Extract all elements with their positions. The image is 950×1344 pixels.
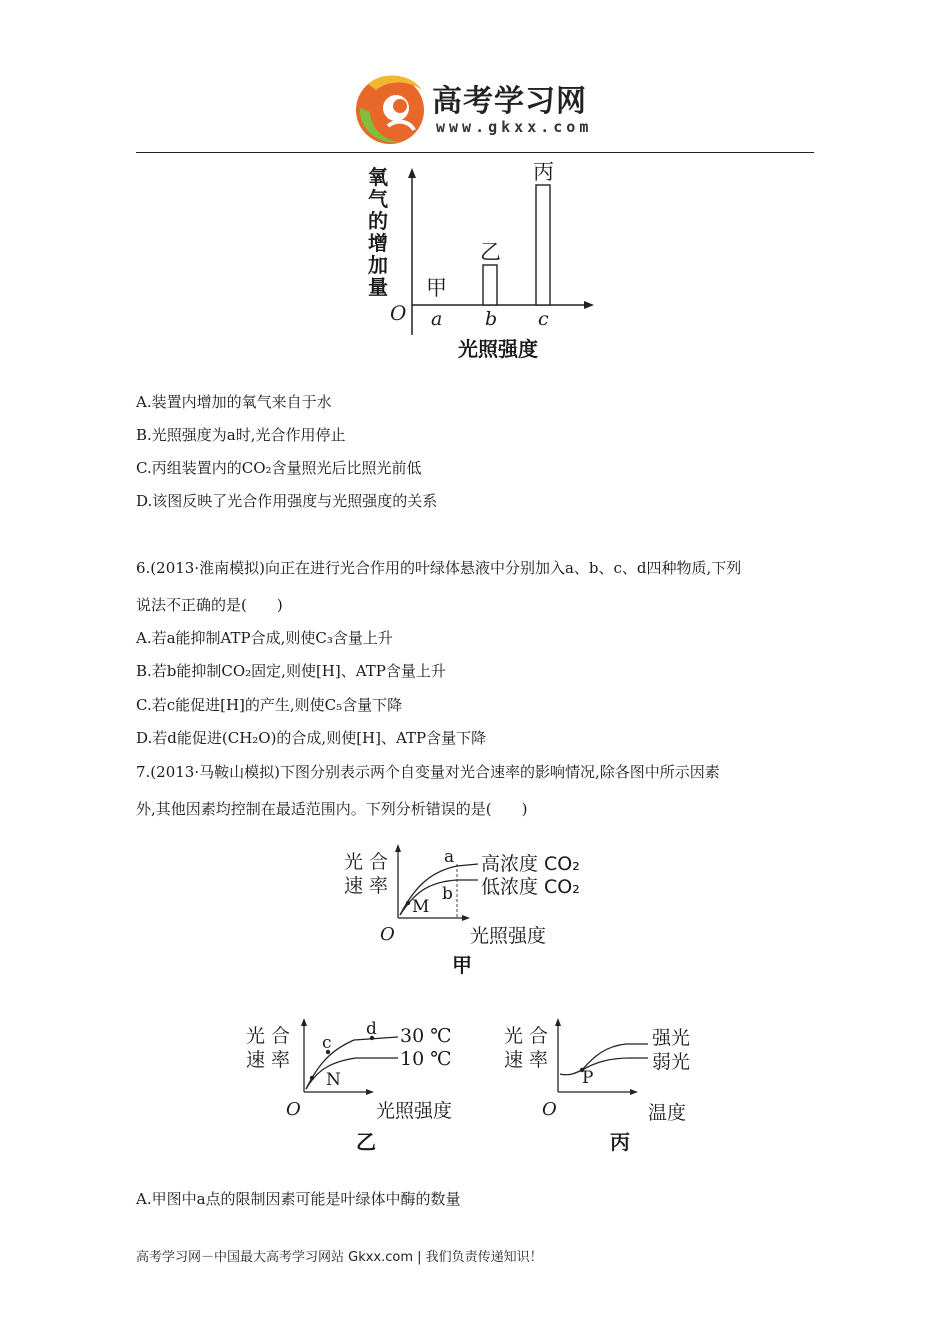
x-axis-label: 光照强度	[458, 337, 538, 361]
bing-origin: O	[542, 1099, 557, 1120]
q6-stem-line2: 说法不正确的是( )	[136, 596, 283, 614]
site-logo	[348, 68, 618, 148]
q6-stem-line1: 6.(2013·淮南模拟)向正在进行光合作用的叶绿体悬液中分别加入a、b、c、d四种物质,下列	[136, 559, 742, 577]
jia-ylabel-1: 光 合	[344, 851, 389, 873]
bar-name-c: 丙	[533, 160, 554, 184]
jia-point-m: M	[412, 897, 430, 917]
bing-point-p: P	[582, 1068, 594, 1088]
q7-stem-line2: 外,其他因素均控制在最适范围内。下列分析错误的是( )	[136, 800, 528, 818]
x-axis-arrow-icon	[584, 301, 594, 309]
q5-option-c: C.丙组装置内的CO₂含量照光后比照光前低	[136, 459, 422, 477]
yi-series-30: 30 ℃	[400, 1025, 452, 1047]
bing-curve-strong	[560, 1044, 648, 1075]
yi-ylabel-1: 光 合	[246, 1025, 291, 1047]
bing-x-arrow-icon	[630, 1089, 638, 1095]
bar-b	[483, 265, 497, 305]
jia-y-arrow-icon	[395, 844, 401, 852]
jia-series-low: 低浓度 CO₂	[481, 876, 580, 898]
bing-y-arrow-icon	[555, 1018, 561, 1026]
bing-series-strong: 强光	[652, 1027, 691, 1049]
bing-xlabel: 温度	[648, 1102, 687, 1124]
q5-option-a: A.装置内增加的氧气来自于水	[136, 393, 332, 411]
yi-origin: O	[286, 1099, 301, 1120]
yi-curve-10	[306, 1058, 398, 1089]
jia-xlabel: 光照强度	[470, 925, 547, 947]
y-axis-label: 氧气的增加量	[368, 165, 388, 299]
yi-ylabel-2: 速 率	[246, 1049, 291, 1071]
yi-curve-30	[306, 1037, 398, 1089]
q6-option-c: C.若c能促进[H]的产生,则使C₅含量下降	[136, 696, 403, 714]
figure-jia-chart	[338, 840, 628, 980]
bing-ylabel-2: 速 率	[504, 1049, 549, 1071]
jia-ylabel-2: 速 率	[344, 875, 389, 897]
jia-origin: O	[380, 924, 395, 945]
q7-stem-line1: 7.(2013·马鞍山模拟)下图分别表示两个自变量对光合速率的影响情况,除各图中所示因素	[136, 763, 720, 781]
jia-x-arrow-icon	[462, 915, 470, 921]
tick-label-a: a	[431, 308, 443, 330]
yi-point-d: d	[366, 1019, 377, 1039]
logo-url: www.gkxx.com	[436, 118, 593, 136]
tick-label-b: b	[485, 308, 498, 330]
q6-option-b: B.若b能抑制CO₂固定,则使[H]、ATP含量上升	[136, 662, 446, 680]
yi-point-c: c	[322, 1033, 332, 1053]
yi-series-10: 10 ℃	[400, 1048, 452, 1070]
tick-label-c: c	[538, 308, 549, 330]
bing-ylabel-1: 光 合	[504, 1025, 549, 1047]
bar-c	[536, 185, 550, 305]
yi-xlabel: 光照强度	[376, 1100, 453, 1122]
oxygen-bar-chart	[360, 160, 600, 365]
origin-label: O	[390, 301, 407, 325]
jia-point-a: a	[444, 847, 455, 867]
yi-point-n: N	[326, 1070, 341, 1090]
yi-y-arrow-icon	[301, 1018, 307, 1026]
y-axis-arrow-icon	[408, 168, 416, 178]
jia-point-b: b	[442, 884, 453, 904]
bing-caption: 丙	[610, 1130, 630, 1154]
bar-name-a: 甲	[426, 276, 447, 300]
q7-option-a: A.甲图中a点的限制因素可能是叶绿体中酶的数量	[136, 1190, 461, 1208]
figure-yi-chart	[244, 1012, 474, 1157]
figure-bing-chart	[502, 1012, 702, 1157]
q6-option-a: A.若a能抑制ATP合成,则使C₃含量上升	[136, 629, 393, 647]
q5-option-b: B.光照强度为a时,光合作用停止	[136, 426, 346, 444]
logo-emblem-icon	[348, 68, 434, 148]
yi-caption: 乙	[356, 1130, 376, 1154]
q5-option-d: D.该图反映了光合作用强度与光照强度的关系	[136, 492, 438, 510]
page-footer: 高考学习网－中国最大高考学习网站 Gkxx.com | 我们负责传递知识！	[136, 1250, 543, 1265]
bar-name-b: 乙	[480, 240, 501, 264]
bing-series-weak: 弱光	[652, 1051, 691, 1073]
q6-option-d: D.若d能促进(CH₂O)的合成,则使[H]、ATP含量下降	[136, 729, 487, 747]
yi-x-arrow-icon	[366, 1089, 374, 1095]
jia-series-high: 高浓度 CO₂	[481, 853, 580, 875]
jia-caption: 甲	[452, 953, 472, 977]
header-rule	[136, 152, 814, 153]
logo-name: 高考学习网	[432, 84, 587, 119]
